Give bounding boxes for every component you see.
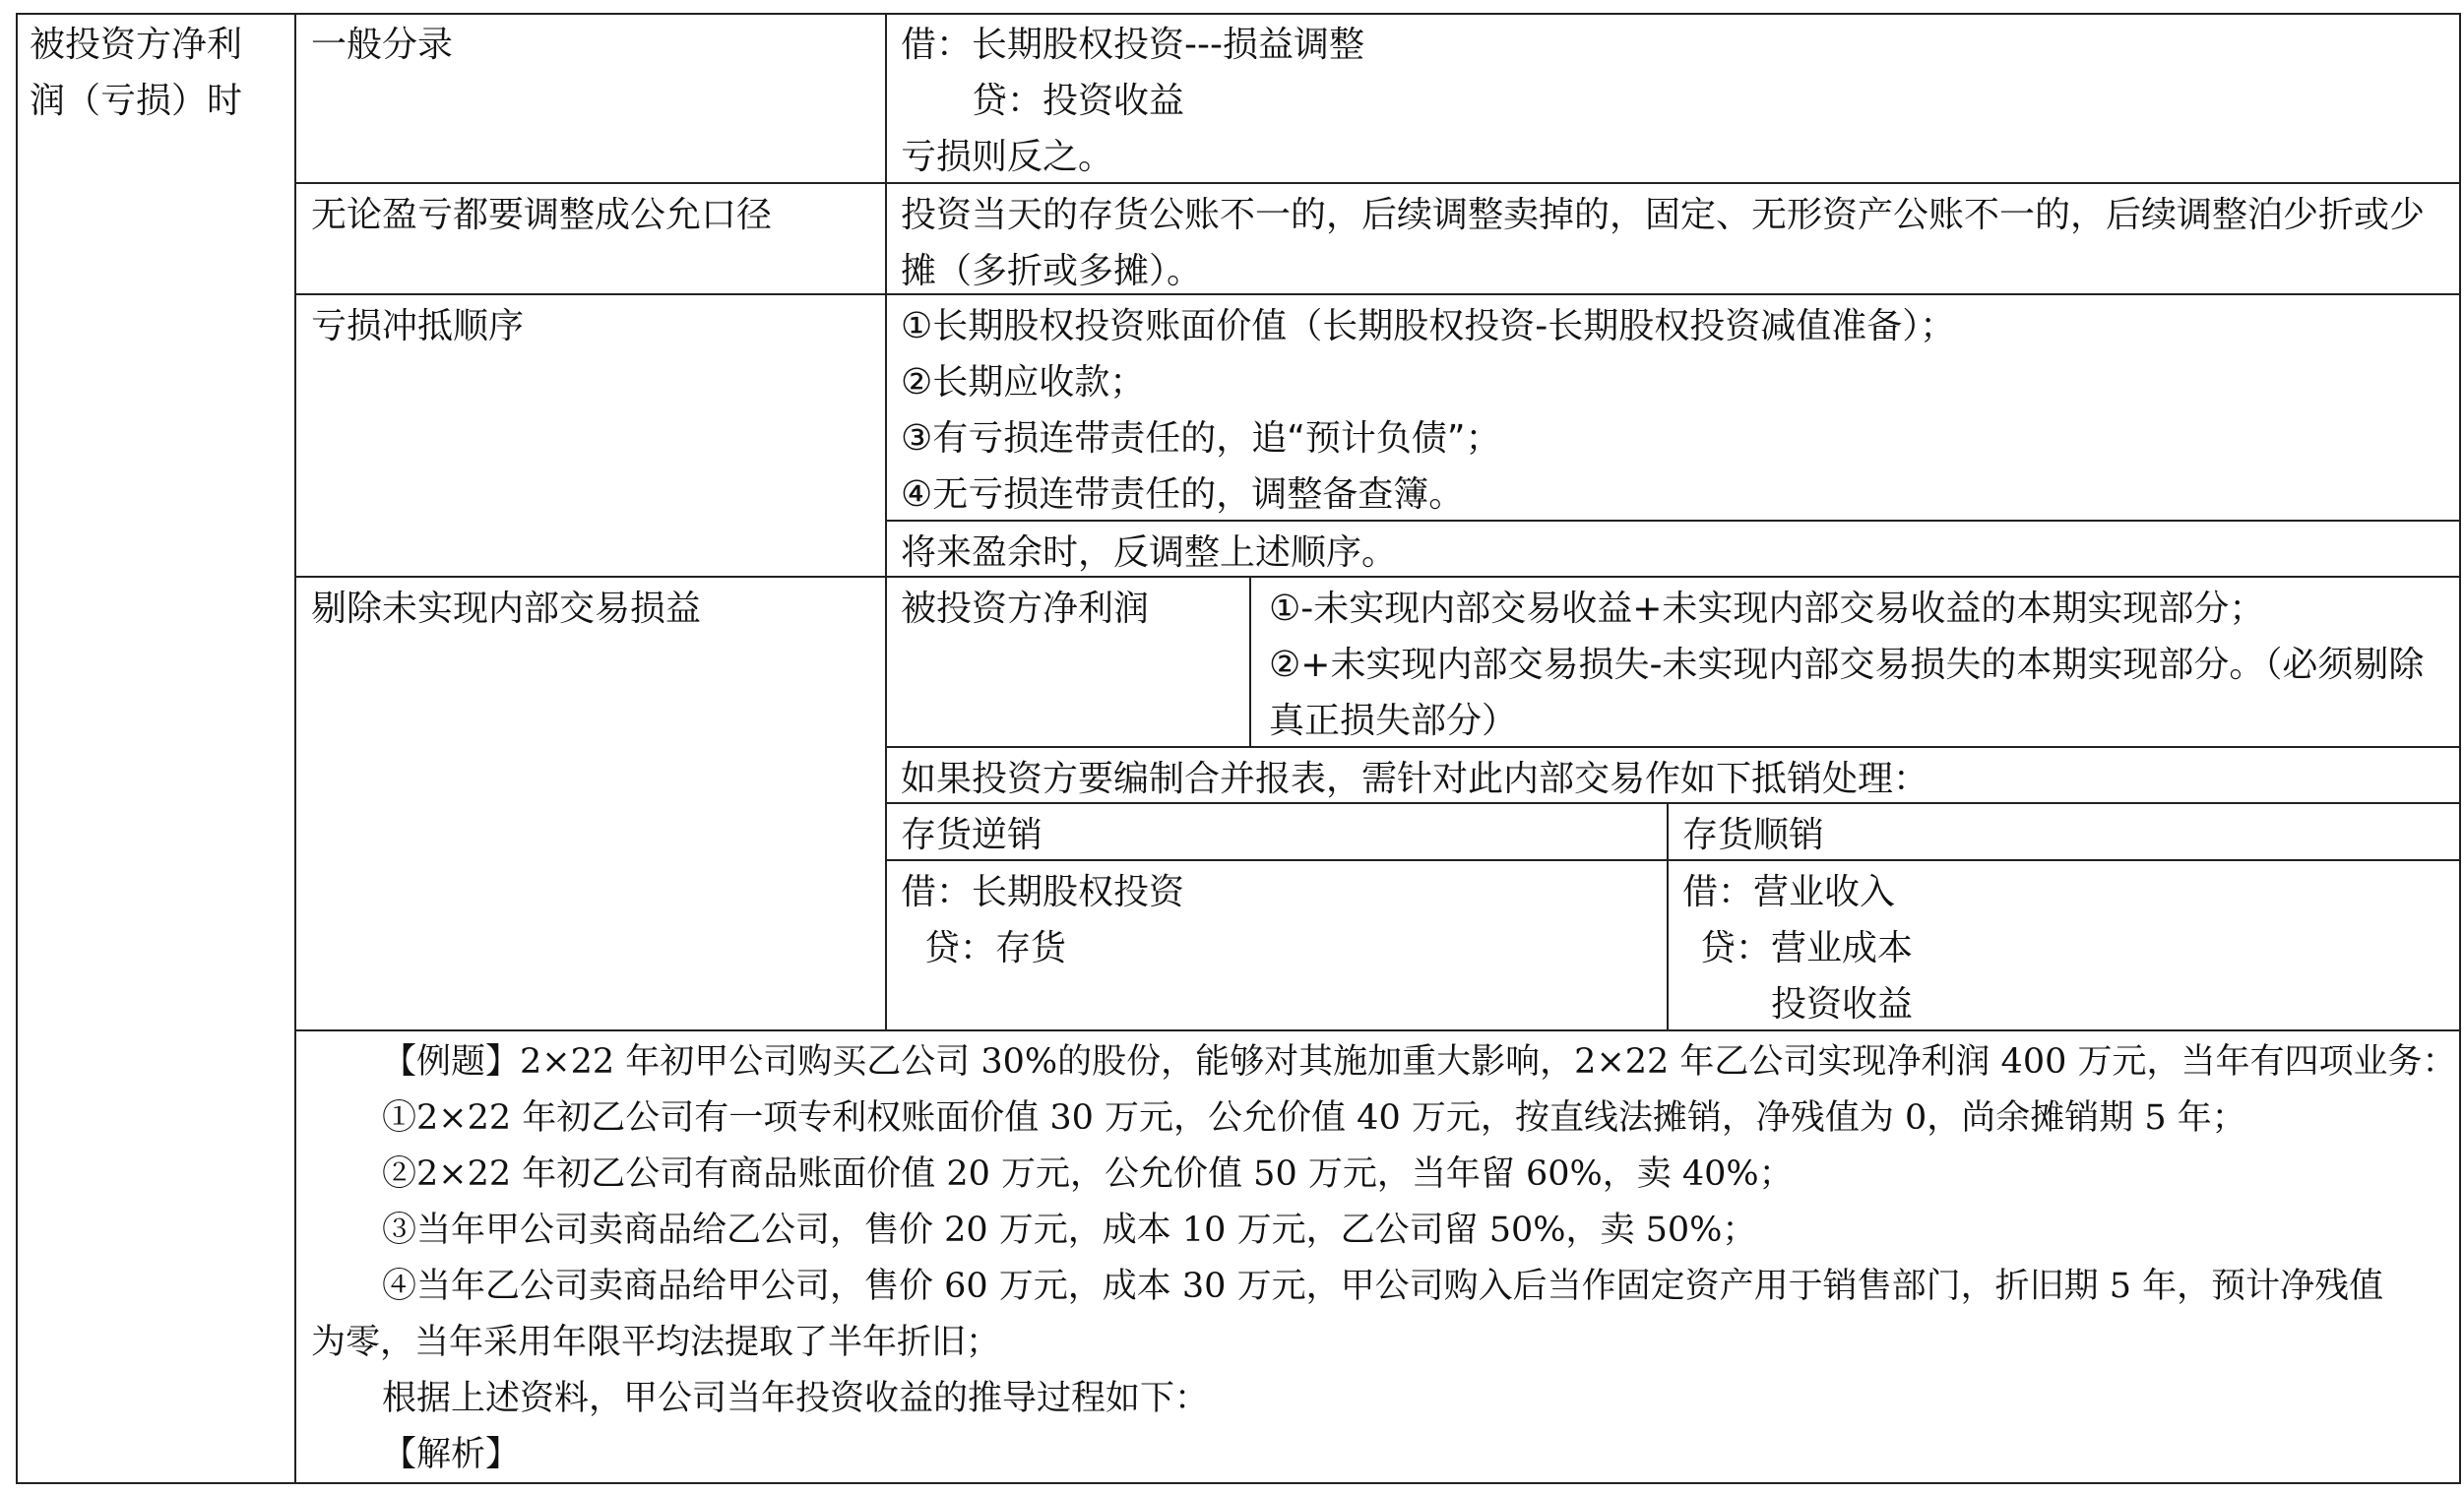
rule-left bbox=[16, 13, 18, 1484]
general-entry-label: 一般分录 bbox=[311, 25, 454, 65]
fair-value-content bbox=[901, 187, 2425, 299]
loss-offset-line: ①长期股权投资账面价值（长期股权投资-长期股权投资减值准备）； bbox=[901, 306, 1956, 346]
fair-value-line: 摊（多折或多摊）。 bbox=[901, 251, 1203, 291]
loss-offset-reverse: 将来盈余时，反调整上述顺序。 bbox=[901, 532, 1398, 573]
fair-value-label: 无论盈亏都要调整成公允口径 bbox=[311, 195, 773, 235]
left-header bbox=[30, 17, 242, 129]
loss-offset-line: ④无亏损连带责任的，调整备查簿。 bbox=[901, 474, 1465, 515]
loss-offset-line: ②长期应收款； bbox=[901, 362, 1146, 403]
rule-col2 bbox=[885, 13, 887, 1029]
unrealized-label: 剔除未实现内部交易损益 bbox=[311, 589, 702, 629]
reverse-sale-line: 贷：存货 bbox=[924, 928, 1067, 968]
example-line: ①2×22 年初乙公司有一项专利权账面价值 30 万元，公允价值 40 万元，按直线法摊销，净残值为 0，尚余摊销期 5 年； bbox=[382, 1098, 2246, 1138]
reverse-sale-title: 存货逆销 bbox=[901, 815, 1043, 855]
rule-sale-split bbox=[1667, 802, 1669, 1029]
forward-sale-title: 存货顺销 bbox=[1682, 815, 1825, 855]
example-block bbox=[311, 1034, 2457, 1483]
loss-offset-label: 亏损冲抵顺序 bbox=[311, 306, 525, 346]
net-profit-content bbox=[1269, 581, 2424, 749]
example-line: ②2×22 年初乙公司有商品账面价值 20 万元，公允价值 50 万元，当年留 60%，卖 40%； bbox=[382, 1154, 1794, 1194]
consolidated-note: 如果投资方要编制合并报表，需针对此内部交易作如下抵销处理： bbox=[901, 759, 1929, 799]
entry-line: 亏损则反之。 bbox=[901, 137, 1114, 177]
loss-offset-line: ③有亏损连带责任的，追“预计负债”； bbox=[901, 418, 1501, 459]
general-entry-content bbox=[901, 17, 1364, 185]
entry-line: 贷：投资收益 bbox=[972, 81, 1185, 121]
entry-line: 借：长期股权投资---损益调整 bbox=[901, 25, 1364, 65]
rule-top bbox=[16, 13, 2461, 15]
example-line: 【例题】2×22 年初甲公司购买乙公司 30%的股份，能够对其施加重大影响，2×22 年乙公司实现净利润 400 万元，当年有四项业务： bbox=[382, 1042, 2457, 1082]
rule-after-sale-titles bbox=[885, 859, 2461, 861]
rule-col1 bbox=[294, 13, 296, 1484]
forward-sale-entries bbox=[1682, 864, 1913, 1032]
left-header-line: 被投资方净利 bbox=[30, 25, 243, 65]
example-line: ④当年乙公司卖商品给甲公司，售价 60 万元，成本 30 万元，甲公司购入后当作固定资产用于销售部门，折旧期 5 年，预计净残值 bbox=[382, 1267, 2384, 1306]
loss-offset-content bbox=[901, 298, 1955, 523]
net-profit-line: 真正损失部分） bbox=[1269, 701, 1518, 741]
net-profit-line: ①-未实现内部交易收益+未实现内部交易收益的本期实现部分； bbox=[1269, 589, 2265, 629]
fair-value-line: 投资当天的存货公账不一的，后续调整卖掉的，固定、无形资产公账不一的，后续调整泊少折或少 bbox=[901, 195, 2426, 235]
example-line: 根据上述资料，甲公司当年投资收益的推导过程如下： bbox=[382, 1379, 1210, 1418]
example-line: 为零，当年采用年限平均法提取了半年折旧； bbox=[311, 1323, 1001, 1362]
rule-before-example bbox=[294, 1029, 2461, 1031]
forward-sale-line: 投资收益 bbox=[1771, 984, 1914, 1025]
left-header-line: 润（亏损）时 bbox=[30, 81, 243, 121]
accounting-table bbox=[16, 13, 2461, 1484]
forward-sale-line: 借：营业收入 bbox=[1682, 872, 1896, 912]
example-line: 【解析】 bbox=[382, 1435, 521, 1474]
net-profit-line: ②+未实现内部交易损失-未实现内部交易损失的本期实现部分。（必须剔除 bbox=[1269, 645, 2425, 685]
forward-sale-line: 贷：营业成本 bbox=[1700, 928, 1914, 968]
rule-net-profit-split bbox=[1249, 576, 1251, 746]
reverse-sale-line: 借：长期股权投资 bbox=[901, 872, 1185, 912]
net-profit-label: 被投资方净利润 bbox=[901, 589, 1150, 629]
rule-right bbox=[2459, 13, 2461, 1484]
reverse-sale-entries bbox=[901, 864, 1184, 976]
example-line: ③当年甲公司卖商品给乙公司，售价 20 万元，成本 10 万元，乙公司留 50%，卖 50%； bbox=[382, 1211, 1757, 1250]
rule-after-general-entry bbox=[294, 182, 2461, 184]
